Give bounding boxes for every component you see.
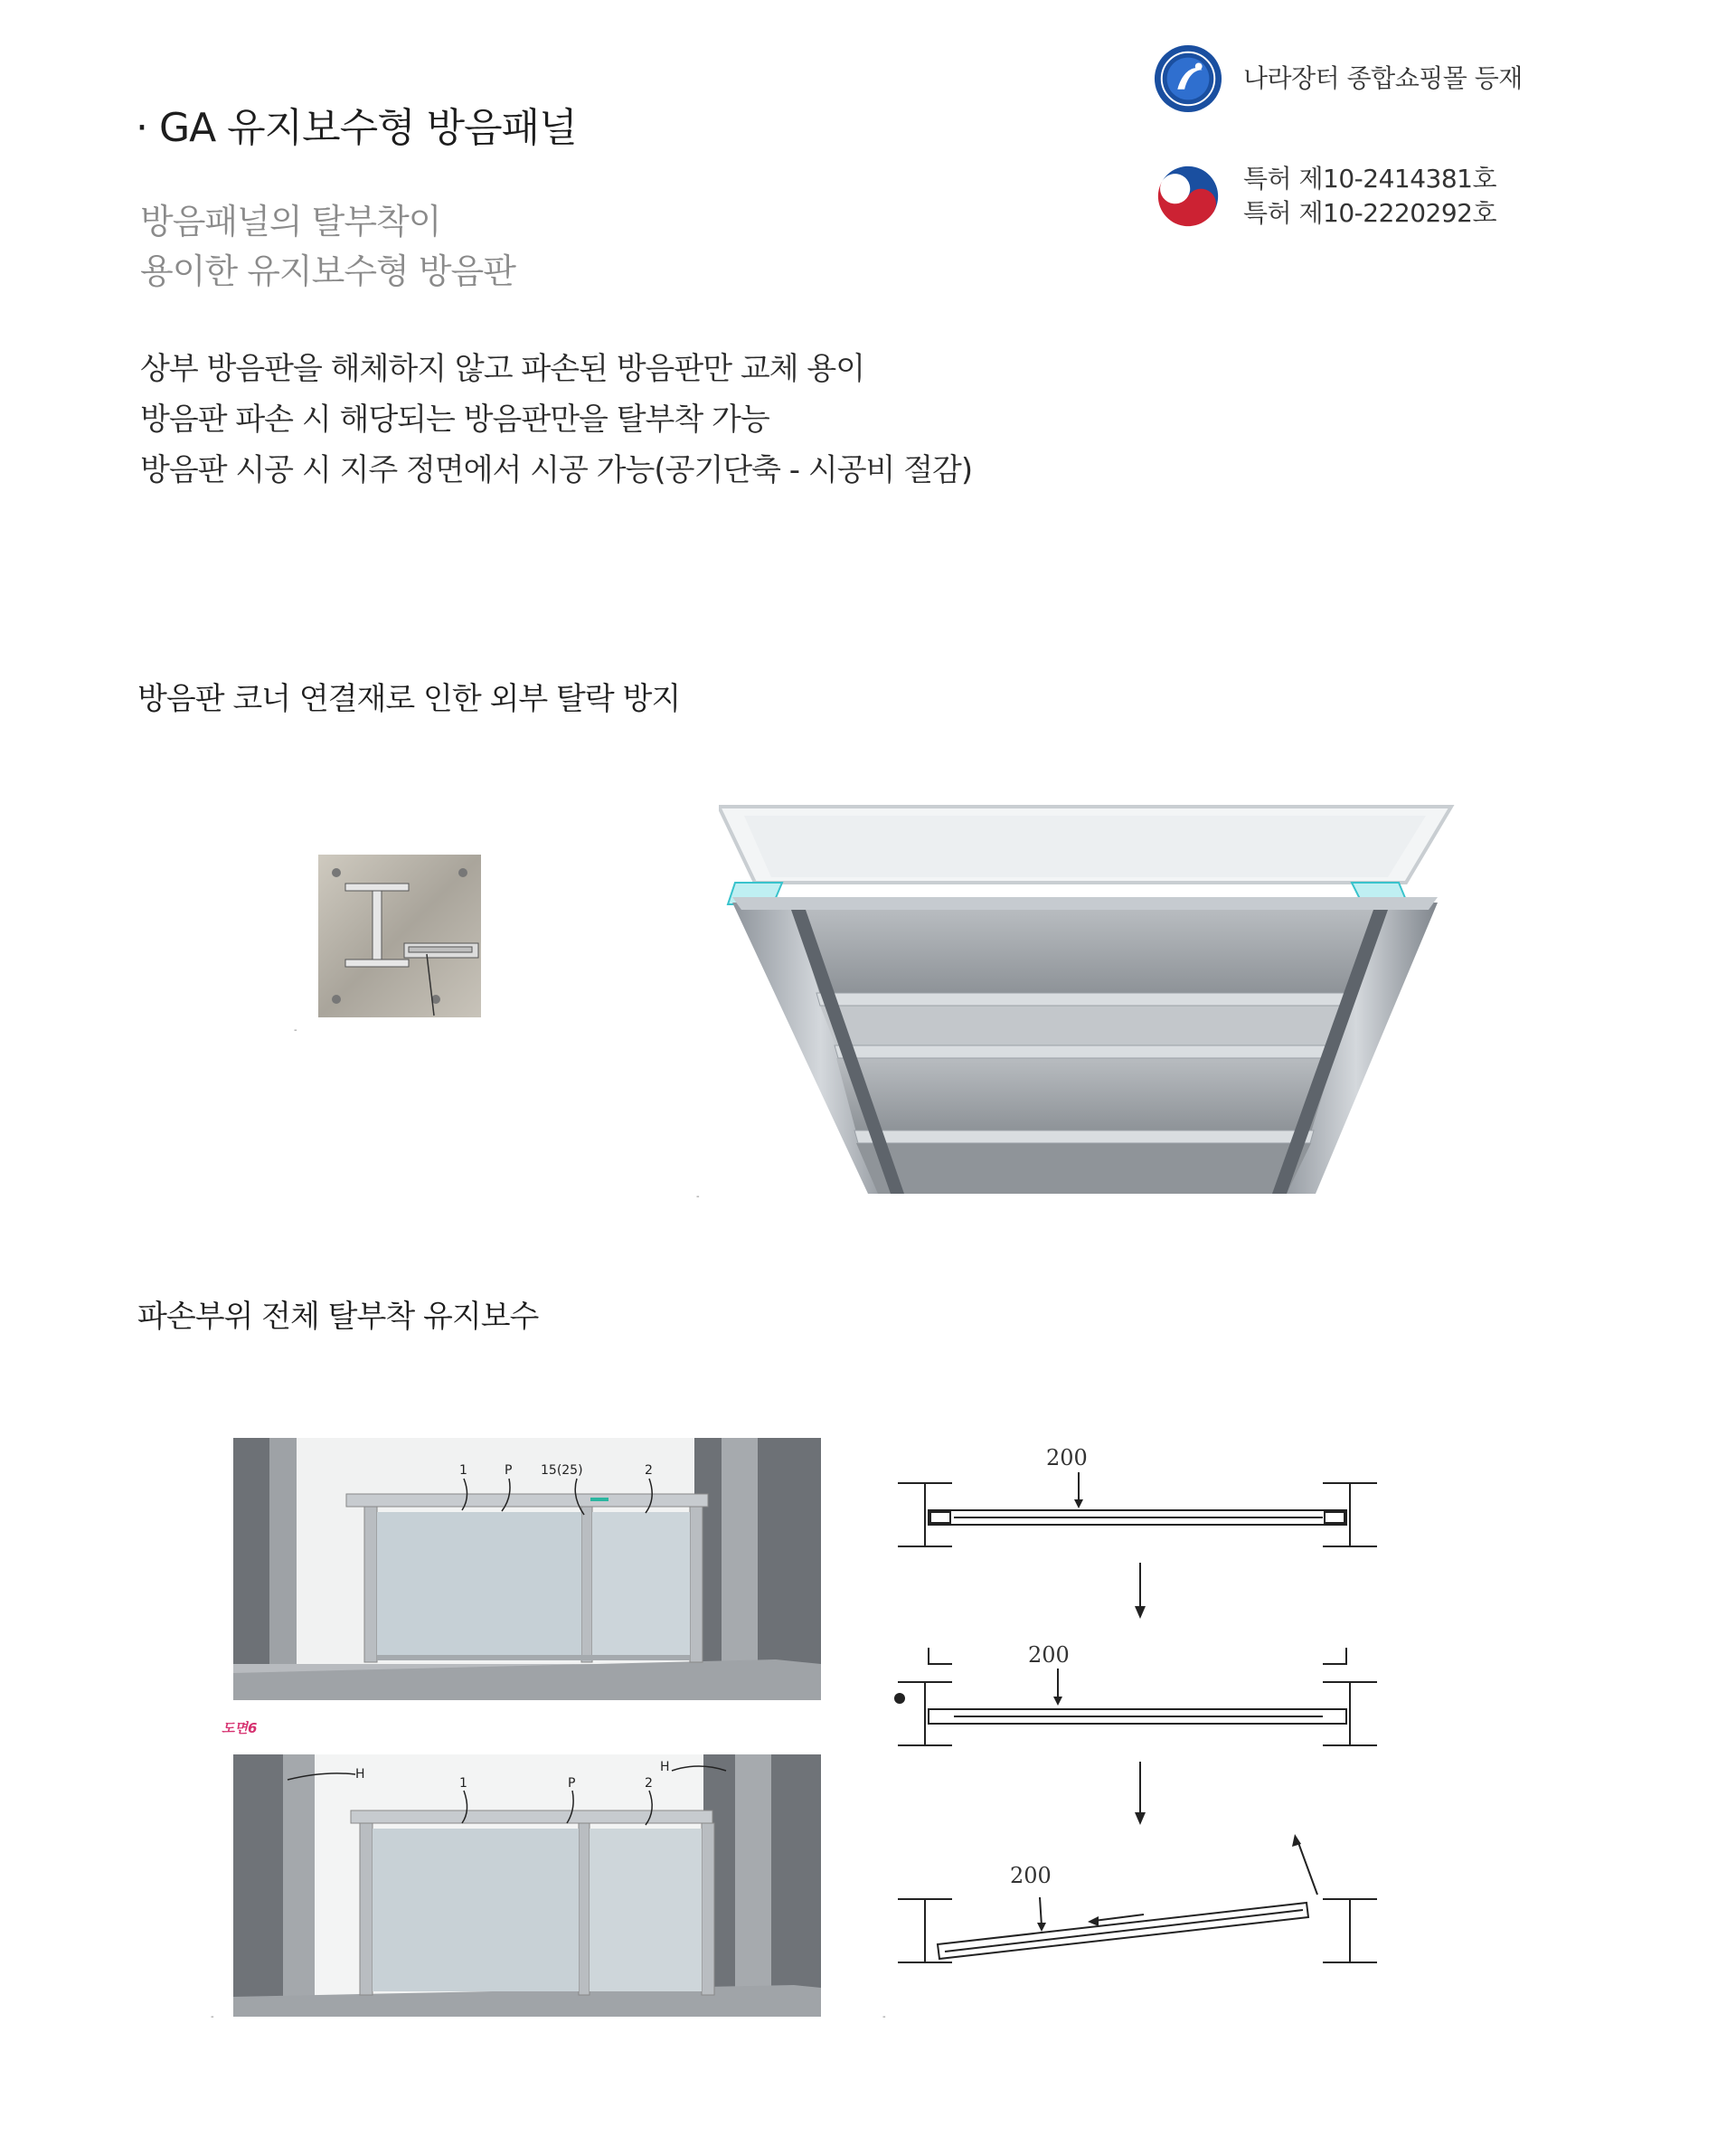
feature-list: [140, 344, 972, 496]
photo-mark: -: [211, 2012, 214, 2022]
taegeuk-emblem-icon: [1153, 161, 1223, 232]
panel-removal-diagram: [891, 1438, 1397, 1999]
label-p: P: [568, 1776, 576, 1791]
figure-caption: 도면6: [222, 1720, 258, 1736]
label-2: 2: [645, 1463, 653, 1478]
procurement-label: 나라장터 종합쇼핑몰 등재: [1243, 63, 1523, 93]
diagram-label-200: 200: [1010, 1863, 1052, 1888]
feature-item: 방음판 시공 시 지주 정면에서 시공 가능(공기단축 - 시공비 절감): [140, 452, 973, 488]
diagram-label-200: 200: [1028, 1642, 1070, 1668]
corner-section-heading: 방음판 코너 연결재로 인한 외부 탈락 방지: [137, 681, 681, 717]
label-1: 1: [459, 1463, 467, 1478]
patent-number: 특허 제10-2414381호: [1243, 164, 1497, 194]
procurement-badge: [1153, 43, 1523, 114]
page-title: · GA 유지보수형 방음패널: [136, 105, 577, 151]
label-h-left: H: [355, 1767, 365, 1782]
panel-frame-render: [719, 796, 1460, 1203]
diagram-label-200: 200: [1046, 1445, 1088, 1470]
render-mark: -: [696, 1192, 700, 1202]
photo-mark: -: [294, 1026, 297, 1035]
maintenance-section-heading: 파손부위 전체 탈부착 유지보수: [137, 1299, 539, 1335]
label-2: 2: [645, 1776, 653, 1791]
panel-install-photo-bottom: [233, 1754, 821, 2017]
procurement-emblem-icon: [1153, 43, 1223, 114]
page-subtitle: [140, 197, 515, 297]
subtitle-line: 방음패널의 탈부착이: [140, 202, 441, 241]
feature-item: 상부 방음판을 해체하지 않고 파손된 방음판만 교체 용이: [140, 351, 865, 387]
label-15-25: 15(25): [541, 1463, 583, 1478]
feature-item: 방음판 파손 시 해당되는 방음판만을 탈부착 가능: [140, 402, 769, 438]
label-p: P: [505, 1463, 513, 1478]
label-h-right: H: [660, 1760, 670, 1774]
diagram-mark: -: [882, 2012, 886, 2022]
patent-number: 특허 제10-2220292호: [1243, 198, 1497, 228]
label-1: 1: [459, 1776, 467, 1791]
corner-connector-photo: [318, 855, 481, 1017]
patent-numbers: [1243, 162, 1496, 231]
subtitle-line: 용이한 유지보수형 방음판: [140, 251, 515, 291]
panel-install-photo-top: [233, 1438, 821, 1700]
patent-badge: [1153, 161, 1496, 232]
